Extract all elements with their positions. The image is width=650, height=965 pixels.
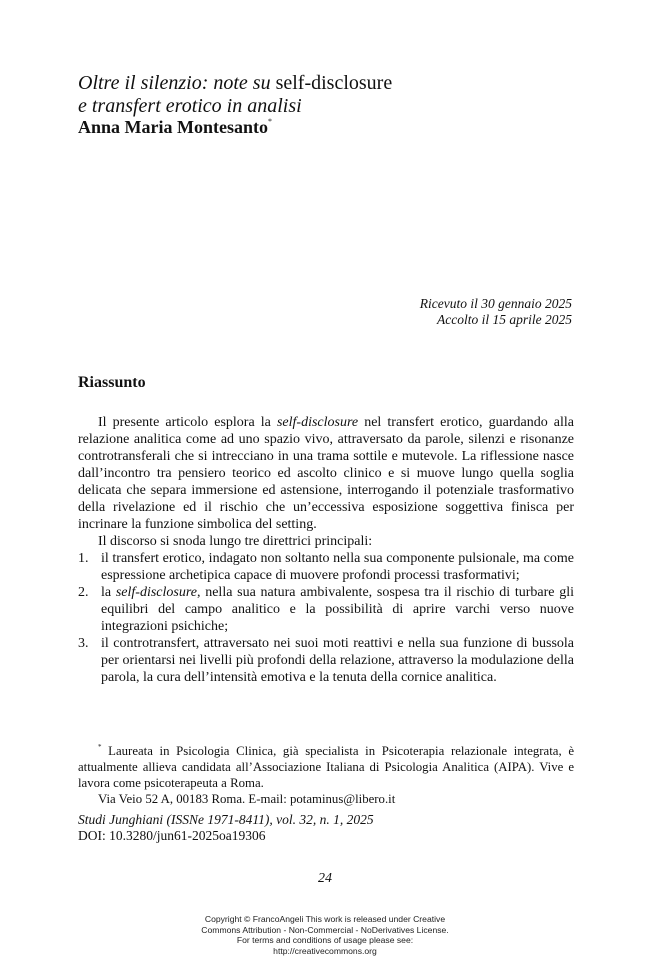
list-item-text: la [101,585,116,600]
footnote-bio [78,739,574,791]
footnote-text: Laureata in Psicologia Clinica, già specialista in Psicoterapia relazionale integrata, è attualmente allieva candidata all’Associazione Italiana di Psicologia Analitica (AIPA). Vive e lavora come psicoterapeuta a Roma. [78,744,575,790]
abstract-paragraph-2: Il discorso si snoda lungo tre direttrici principali: [98,534,373,549]
title-line-2 [78,95,392,118]
received-date: Ricevuto il 30 gennaio 2025 [419,296,572,311]
author-name [78,117,272,138]
abstract-p1-before: Il presente articolo esplora la [98,415,277,430]
license-link[interactable]: http://creativecommons.org [273,945,377,956]
submission-dates [420,296,572,328]
article-title [78,72,392,118]
journal-info [78,812,374,844]
list-item-text: il controtransfert, attraversato nei suoi moti reattivi e nella sua funzione di bussola per orientarsi nei livelli più profondi della relazione, attraverso la modulazione della parola, la cura dell’intensità emotiva e la tenuta della cornice analitica. [101,636,574,685]
author-footnote [78,739,574,807]
abstract-points-list [78,550,574,686]
accepted-date: Accolto il 15 aprile 2025 [437,312,572,327]
title-line-1 [78,72,392,95]
author-footnote-mark: * [268,117,272,126]
journal-citation: Studi Junghiani (ISSNe 1971-8411), vol. 32, n. 1, 2025 [78,812,374,827]
title-italic-part: Oltre il silenzio: note su [78,72,271,94]
abstract-body [78,414,574,686]
abstract-heading: Riassunto [78,374,146,391]
title-term: self-disclosure [275,72,393,94]
page-number: 24 [318,871,332,886]
author-name-text: Anna Maria Montesanto [78,117,268,137]
license-notice [0,914,650,956]
list-item-number: 1. [78,551,89,566]
license-line-3: For terms and conditions of usage please see: [236,935,414,945]
list-item [78,635,574,686]
list-item-term: self-disclosure [115,585,197,600]
footnote-mark: * [98,743,102,751]
list-item [78,550,574,584]
title-italic-part-2: e transfert erotico in analisi [78,95,302,117]
footnote-address: Via Veio 52 A, 00183 Roma. E-mail: potaminus@libero.it [98,792,396,806]
journal-doi: DOI: 10.3280/jun61-2025oa19306 [78,828,266,843]
abstract-paragraph-1 [78,414,574,533]
list-item-text: il transfert erotico, indagato non soltanto nella sua componente pulsionale, ma come espressione archetipica capace di muovere profondi processi trasformativi; [101,551,574,583]
license-line-1: Copyright © FrancoAngeli This work is released under Creative [204,914,446,924]
abstract-p1-term: self-disclosure [276,415,359,430]
list-item-number: 2. [78,585,89,600]
abstract-p1-after: nel transfert erotico, guardando alla relazione analitica come ad uno spazio vivo, attraversato da parole, silenzi e risonanze controtransferali che si intrecciano in una trama sottile e mutevole. La riflessione nasce dall’incontro tra pensiero teorico ed ascolto clinico e si muove lungo quella soglia delicata che separa immersione ed astensione, interrogando il potenziale trasformativo della rivelazione ed il rischio che un’eccessiva esposizione soggettiva finisca per incrinare la funzione simbolica del setting. [78,415,574,532]
list-item-text-after: , nella sua natura ambivalente, sospesa tra il rischio di turbare gli equilibri del campo analitico e la possibilità di aprire varchi verso nuove integrazioni psichiche; [101,585,574,634]
list-item [78,584,574,635]
list-item-number: 3. [78,636,89,651]
license-line-2: Commons Attribution - Non-Commercial - NoDerivatives License. [201,924,449,935]
